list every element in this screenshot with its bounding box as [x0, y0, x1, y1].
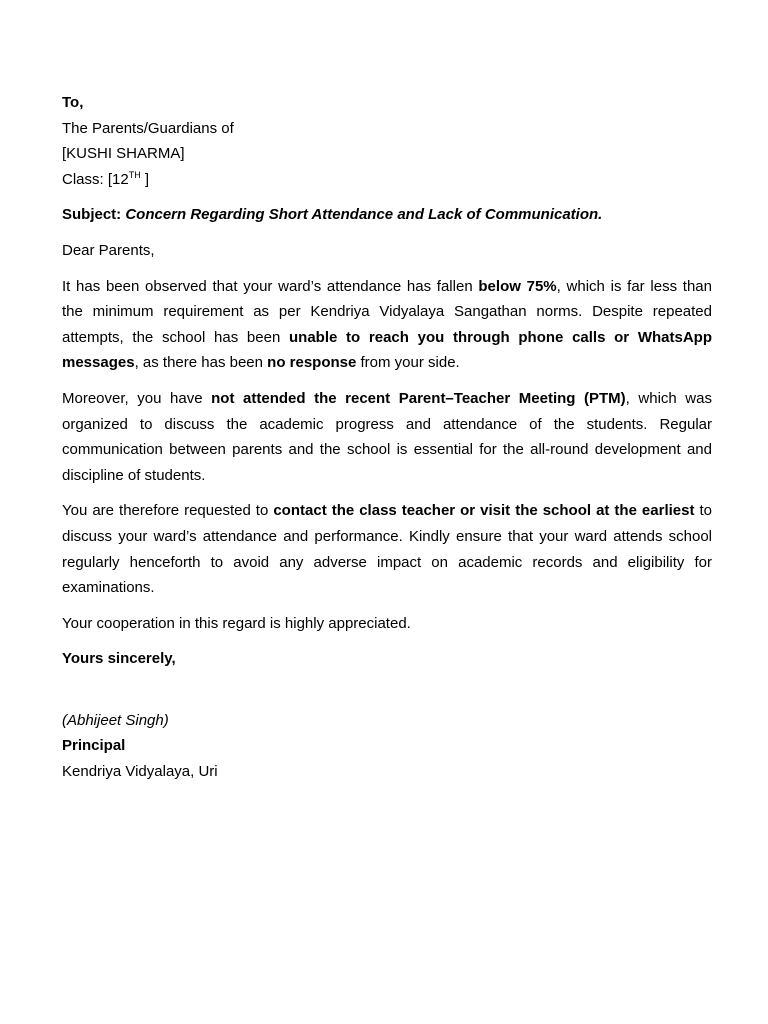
letter-page	[62, 90, 712, 785]
student-name: [KUSHI SHARMA]	[62, 145, 185, 163]
para3-text-2: to discuss your ward’s attendance and performance. Kindly ensure that your ward attends school regularly henceforth to avoid any adverse impact on academic records and eligibility for examinations.	[62, 502, 712, 597]
recipient-line: The Parents/Guardians of	[62, 119, 234, 137]
salutation: Dear Parents,	[62, 241, 155, 259]
subject-text: Concern Regarding Short Attendance and Lack of Communication.	[125, 206, 603, 224]
recipient-block	[62, 90, 712, 192]
para1-bold-3: no response	[267, 354, 357, 372]
class-superscript: TH	[128, 169, 141, 180]
paragraph-request	[62, 498, 712, 600]
signature-block	[62, 708, 712, 785]
signatory-name: (Abhijeet Singh)	[62, 711, 169, 729]
para1-text-2: , which is far less than the minimum requirement as per Kendriya Vidyalaya Sangathan norms. Despite repeated attempts, the school has been	[62, 277, 712, 346]
closing-line: Your cooperation in this regard is highly appreciated.	[62, 614, 411, 632]
para2-text-2: , which was organized to discuss the academic progress and attendance of the students. Regular communication between parents and the school is essential for the all-round development and discipline of students.	[62, 389, 712, 484]
class-line	[62, 167, 712, 193]
paragraph-ptm	[62, 386, 712, 488]
para1-bold-1: below 75%	[478, 277, 557, 295]
signatory-title: Principal	[62, 737, 126, 755]
sign-off: Yours sincerely,	[62, 650, 176, 668]
para2-bold-1: not attended the recent Parent–Teacher Meeting (PTM)	[211, 389, 626, 407]
subject-line	[62, 202, 712, 228]
class-suffix: ]	[140, 170, 150, 188]
para1-text-4: from your side.	[356, 354, 460, 372]
paragraph-attendance	[62, 274, 712, 376]
signatory-organization: Kendriya Vidyalaya, Uri	[62, 763, 218, 781]
para1-bold-2: unable to reach you through phone calls or WhatsApp messages	[62, 328, 712, 372]
para2-text-1: Moreover, you have	[62, 389, 212, 407]
para3-text-1: You are therefore requested to	[62, 502, 274, 520]
para3-bold-1: contact the class teacher or visit the school at the earliest	[273, 502, 695, 520]
para1-text-1: It has been observed that your ward’s attendance has fallen	[62, 277, 479, 295]
para1-text-3: , as there has been	[134, 354, 268, 372]
class-prefix: Class: [12	[62, 170, 129, 188]
to-line: To,	[62, 94, 84, 111]
subject-label: Subject:	[62, 206, 126, 224]
